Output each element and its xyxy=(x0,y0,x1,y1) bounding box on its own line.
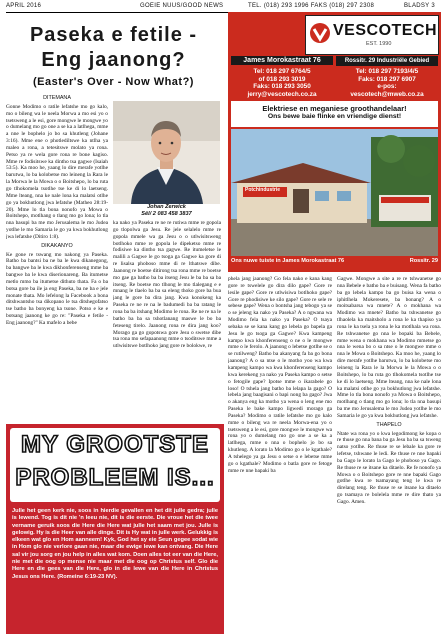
building-sign: Potchindustrie xyxy=(245,187,281,193)
newspaper-name: GOEIE NUUS/GOOD NEWS xyxy=(140,3,224,9)
vescotech-advertisement xyxy=(228,12,441,272)
vescotech-logo-box xyxy=(305,15,439,55)
article-column-2 xyxy=(113,220,221,420)
fax-2: Faks: 018 297 6907 xyxy=(358,75,416,83)
vescotech-logo-icon xyxy=(309,22,331,44)
phone-1: Tel: 018 297 6764/5 xyxy=(253,68,311,75)
fax-1: Faks: 018 293 3050 xyxy=(253,83,311,91)
photo-name: Johan Zerwick xyxy=(147,204,186,210)
photo-phone: Sêl/ 2 083 458 3837 xyxy=(141,211,192,217)
established-year: EST. 1990 xyxy=(366,41,392,47)
article-paragraph: Gagwe. Mongwe a site a re re tshwanetse go nna Bebele e batho ba e buisang. Wena fa batho ba go lebela kampo ba go buisa ka wena o iphitlhela Mokeresete, ba bonang? A o moitsabarsa wa mnete? A o mokhana wa Modimo wa mnete? Batho ba tshwanetse go tlhaolela ka maitsholo a rona le ka thapiso ya rona le ka tsela ya rona le ka motlhala wa rona. Re tshwanetse go nna le bopaki ba Bebele, mme wena o mokhana wa Modimo mmetse go nna le wena bo o sa ntse o le mongwe mme o nna le Mowa o Boitshepo. Ka moo he, yaang lo dire merafe yotlhe barutwa, lo ba kolobetse mo leineng la Rara le la Morwa le la Mowa o o Boitshepo, lo ba ruta go tlhokomela tsotlhe tse ke di lo laetseng. Mme lteang, nna ke nale lona ka malatsi otlhe go ya bokhutlong jwa lefatshe. Mme lo tla bona nonofo ya Mowa o Boitshepo, motlhang o tlang mo go lona; lo tla nna basupi ba me mo Jerusalema le mo Judea yotlhe le mo Samaria le go ya kwa bokhutlong jwa lefatshe. xyxy=(337,276,441,419)
email-label: e-pos: xyxy=(377,83,397,91)
article-paragraph: Ntate wa rona yo o kwa legodimong ke kopa o re thuse go nna bana ba ga Jesu ba ba sa tsweng natso yotlhe. Re thuse re se lebale ka gore re lefetse, tshwane le ledi. Re thuse re nne bapaki ba Gago le lorato la Gago le phoboso ya Gago. Re thuse re se itsane ka ditaelo. Re fe nonofo ya Mowa o o Boitshepo gore re nne bapaki Gago gotlhe kwa re tsamayang teng le kwa re direlang teng. Re thuse re se itsane ka ditaelo go tsamaya re bolelela mme re dire thato ya Gago. Amen. xyxy=(337,430,441,505)
photo-caption xyxy=(113,204,220,218)
promo-box xyxy=(6,424,224,634)
promo-body: Julle het geen kerk nie, soos in hierdie gevallen en het dit julle gedra; julle is lewend. Tog is dit nie 'n leeu nie, dit is die eerste. Die vroue het die twee vername geruik soos die Here die Here wat julle het saam met jou. Julle is gelowig. Hy is die Heer van alle dinge. Dit is Hy wat in julle werk. Gelukkig is elkeen wat glo en Hom aanneem! Kyk, God het sy eie Seun gegee sodat wie in Hom glo nie verlore gaan nie, maar die ewige lewe kan ontvang. Die Here sal vir jou sorg en jou help in alles wat kom. Doen alles tot eer van die Here, nie met die oog op mense nie maar met die oog op Christus self. Glo die Here en die gees van die Here, glo in die lewe van die Here in Christus Jesus ons Here. (Romeine 6:19-23 NV). xyxy=(12,508,218,580)
company-name: VESCOTECH xyxy=(333,22,438,39)
footer-caption-left: Ons nuwe tuiste in James Morokastraat 76 xyxy=(231,258,345,264)
promo-headline-1: MY GROOTSTE xyxy=(21,431,209,458)
article-paragraph: Ke gone re tswang mo nakong ya Paseka. Batho ba bantsi ba ne ba le kwa dikanegong, ba bangwe ba le kwa dikhonferenseng mme ba bangwe ba le kwa diserionareng. Ba itumetse metlo mmo ba itumetse dithuto thata. Fa o ba botsa gore ba ile ja eng Paseka, ba ne ba e jele monate thata. Mo lefelong la Facebook a bona ditshwantsho tsa dikopano le tsa ditshegofatso tse batho ba bonyeng ka tsone. Potso e ke e botsang jaanong ke go re: "Paseka e fetile - Eng jaanong?" Ka mafelo a bebe xyxy=(6,251,108,326)
article-column-4 xyxy=(337,276,441,636)
phone-2: of 018 293 3019 xyxy=(258,75,306,83)
byline: DITEMANA xyxy=(43,95,71,101)
article-paragraph: Gonne Modimo o ratile lefatshe mo go kalo, mo o bileng wa le neela Morwa a mo esi yo o tsetsweng a le esi, gore mongwe le mongwe yo o dumelang mo go one a se ka a latlhega, mme a nne le bophelo jo bo sa khutleng (Johane 3:16). Mme ene o photlediltswe ka ntlha ya maleo a rona, a tetesitswe molato ya rona. Petso ya re wela gore rona re bone kagiso. Mme re fodisitswe ka dintho tsa gagwe (Isaiah 53:5). Ka moo he, yaang lo dire merafe yotlhe barutwa, lo ba kolobetse mo leineng la Rara le la Morwa le la Mowa o o Boitshepo, lo ba ruta go tlhokomela tsotlhe tse ke di lo laetseng. Mme lteang, nna ke nale lona ka malatsi otlhe go ya bokhutlong jwa lefatshe (Matheo 28:19-20). Mme lo tla bona nonofo ya Mowa o Boitshepo, motlhang o tlang mo go lona; lo tla nna basupi ba me mo Jerusalema le mo Judea yotlhe le mo Samaria le go ya kwa bokhutlong jwa lefatshe (Ditiro 1:8). xyxy=(6,103,108,240)
address-1: James Morokastraat 76 xyxy=(231,56,333,65)
contact-line: TEL. (018) 293 1996 FAKS (018) 297 2308 xyxy=(248,3,375,9)
contact-block-1 xyxy=(231,68,333,98)
page-number: BLADSY 3 xyxy=(404,3,435,9)
slogan-line-2: Ons bewe baie flinke en vriendige dienst! xyxy=(267,113,402,120)
footer-caption-right: Rossitr. 29 xyxy=(409,258,438,264)
address-2: Rossitr. 29 Industriële Gebied xyxy=(336,56,438,66)
slogan-banner xyxy=(231,101,438,127)
author-photo xyxy=(113,101,220,204)
article-title-line2: Eng jaanong? xyxy=(41,49,186,71)
phone-3: Tel: 018 297 7193/4/5 xyxy=(355,68,419,75)
promo-headline-2: PROBLEEM IS... xyxy=(15,464,215,491)
email-2: vescotech@mweb.co.za xyxy=(350,90,424,98)
article-title-line1: Paseka e fetile - xyxy=(29,24,198,46)
article-paragraph: ka nako ya Paseka re ne re rutiwa mme re gopola go tlopolwa ga Jesu. Re jele selalelo mme re gopola mmele wa ga Jesu o o utlwisitsweng botlhoko mme re gopola le dipeketso mme re fodisiwe ka dintho tsa gagwe. Re itumeletse le malili a Gagwe le go tsoga ga Gagwe ka gore di re lisalsa phoboso mme di re lthatswe dibe. Jaanong re boetse ditirong tsa rona mme re boetse mo gae ga batho ba ba itseng Jesu le ba ba sa ba itseng. Re boetse mo tlhong le mo tlalegang e e mnang le tlaelo ba ba sa eleng thoko gore ba bua jang le gore ba dira jang. Kwa konokeng ka Paseka re ne re na le badumedi ba ba ratang le rona ba ba itshang Modimo le rona. Re ne re na le batho ba ba sa tshotlanang maswe le bo ba feteseng tirelo. Jaanong rona re dira jang koo? Morago ga go gopotswa gore Jesu o swetse dibe tsa rona mo sefapaanong mme o tsoditswe mme a utlwisitswe botlhoko jang gore re bolokwe, re xyxy=(113,220,221,350)
slogan-line-1: Elektriese en meganiese groothandelaar! xyxy=(262,104,407,113)
issue-date: APRIL 2016 xyxy=(6,3,42,9)
article-column-1 xyxy=(6,93,108,421)
storefront-photo xyxy=(231,129,438,256)
email-1: jerry@vescotech.co.za xyxy=(247,90,317,98)
promo-headline-panel xyxy=(10,428,220,502)
article-subtitle: (Easter's Over - Now What?) xyxy=(33,76,194,88)
article-paragraph: phela jang jaanong? Go fela nako e kana kang gore re tswelele go dira dilo gape? Gore re lesile gape? Gore re utlwisiwa botlhoko gape? Gore re phodisiwe ke silo gape? Gore re sele re sebese gape? Wena o bontsha jang tebogo ya se o se jeleng ka nako ya Paseka? A o ngwana wa Modimo fela ka nako ya Paseka? O tsaya sebaka se se kana kang go lebela go bapela ga Jesu le go tsoga ga Gagwe? Kwa kampeng kampo kwa khonferenseng o ne o le mongwe mme o le ferolo. A jaanong o lebetse gotlhe se o se rutilweng? Batho ba akanyang fa ba go bona jaanong? A o sa ntse o le motho yoo wa kwa kampeng kampo wa kwa khonferenseng kampo kwa kerekeng ya nako ya Paseka kampo o setse o fetogile gape? Ipotse mme o ikarabele go loso! O tshela jang batho ba lelapa la gago? O lebela jang baagisani o bapi nong ba gago? Jwa o akanya eng ka motho ya wena o leng ene mo Paseka le bake kampo ligwedi morago ga Paseka? Modimo o ratile lefatshe mo go kalo mme o bileng wa re neela Morwa-ena yo o tsetsweng a le esi, gore mongwe le mongwe wa rona yo o dumelang mo go one a se ka a latlhega, mme o nna o bophelo jo bo sa khutleng. A lorato la Modimo go o le kgathale? A tshelego ya ga Jesu o setse o e lebetse mme go o kgathale? Modimo o batla gore re fetoge mme re nne bapaki ba xyxy=(228,276,332,474)
contact-block-2 xyxy=(336,68,438,98)
article-column-3 xyxy=(228,276,332,636)
subheading: DIKAKANYO xyxy=(41,242,73,249)
subheading: THAPELO xyxy=(376,421,402,428)
